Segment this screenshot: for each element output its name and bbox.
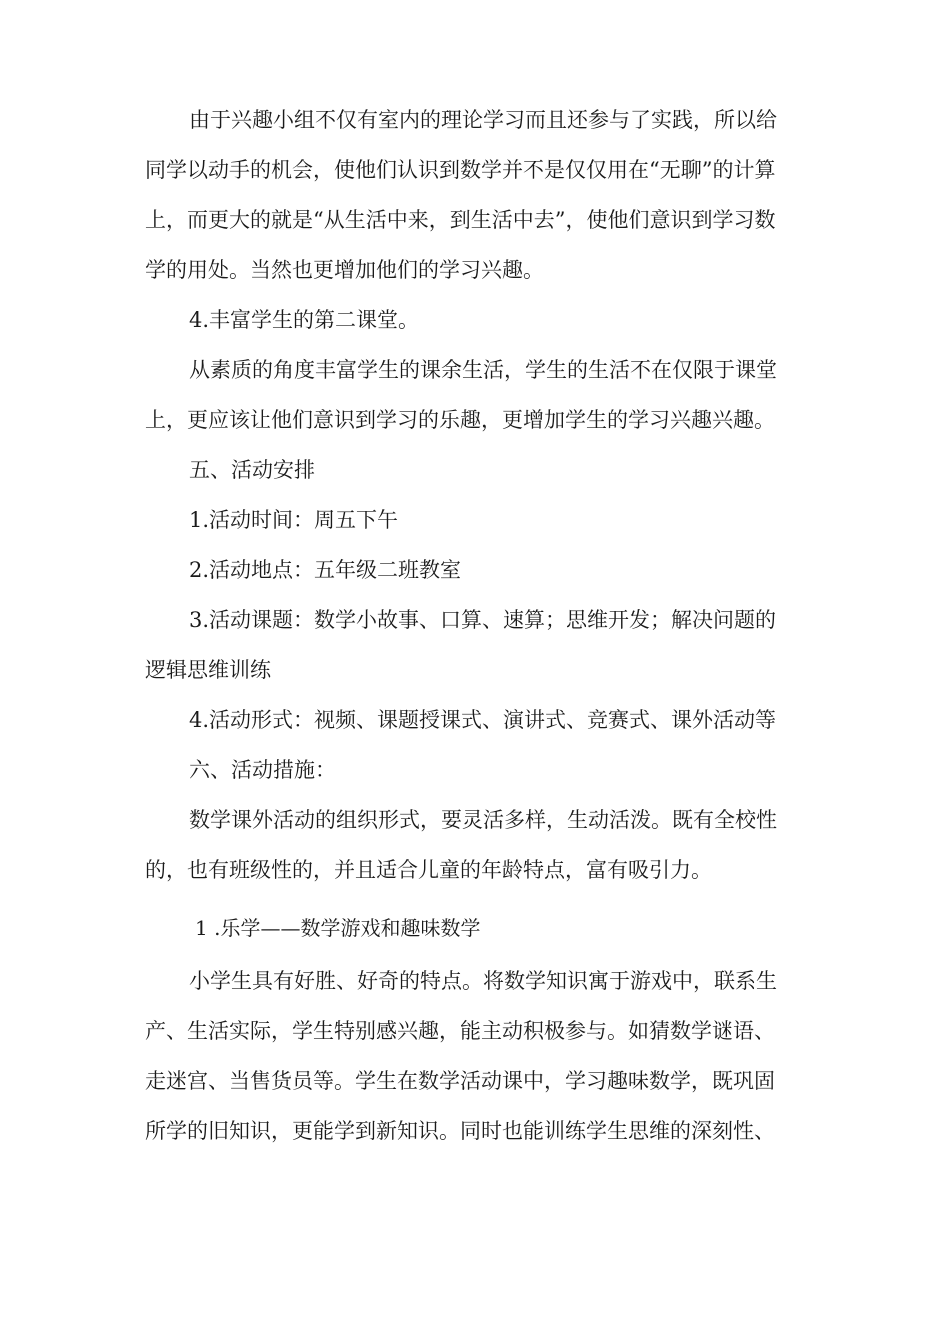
text-line: 上，而更大的就是“从生活中来，到生活中去”，使他们意识到学习数 [145, 208, 776, 232]
text-line: 逻辑思维训练 [145, 658, 271, 682]
text-line: 由于兴趣小组不仅有室内的理论学习而且还参与了实践，所以给 [189, 108, 777, 132]
text-line: 产、生活实际，学生特别感兴趣，能主动积极参与。如猜数学谜语、 [145, 1019, 775, 1043]
section-heading: 六、活动措施： [189, 758, 336, 782]
list-item: 2.活动地点：五年级二班教室 [189, 558, 462, 582]
text-line: 同学以动手的机会，使他们认识到数学并不是仅仅用在“无聊”的计算 [145, 158, 776, 182]
list-item-heading: 4.丰富学生的第二课堂。 [189, 308, 420, 332]
text-line: 小学生具有好胜、好奇的特点。将数学知识寓于游戏中，联系生 [189, 969, 777, 993]
list-item: 4.活动形式：视频、课题授课式、演讲式、竞赛式、课外活动等 [189, 708, 777, 732]
text-line: 走迷宫、当售货员等。学生在数学活动课中，学习趣味数学，既巩固 [145, 1069, 775, 1093]
text-line: 上，更应该让他们意识到学习的乐趣，更增加学生的学习兴趣兴趣。 [145, 408, 775, 432]
text-line: 所学的旧知识，更能学到新知识。同时也能训练学生思维的深刻性、 [145, 1119, 775, 1143]
text-line: 从素质的角度丰富学生的课余生活，学生的生活不在仅限于课堂 [189, 358, 777, 382]
section-heading: 五、活动安排 [189, 458, 315, 482]
text-line: 学的用处。当然也更增加他们的学习兴趣。 [145, 258, 544, 282]
list-item: 1.活动时间：周五下午 [189, 508, 399, 532]
list-item: 3.活动课题：数学小故事、口算、速算；思维开发；解决问题的 [189, 608, 777, 632]
text-line: 的，也有班级性的，并且适合儿童的年龄特点，富有吸引力。 [145, 858, 712, 882]
subsection-heading: 1 .乐学——数学游戏和趣味数学 [195, 916, 481, 940]
text-line: 数学课外活动的组织形式，要灵活多样，生动活泼。既有全校性 [189, 808, 777, 832]
